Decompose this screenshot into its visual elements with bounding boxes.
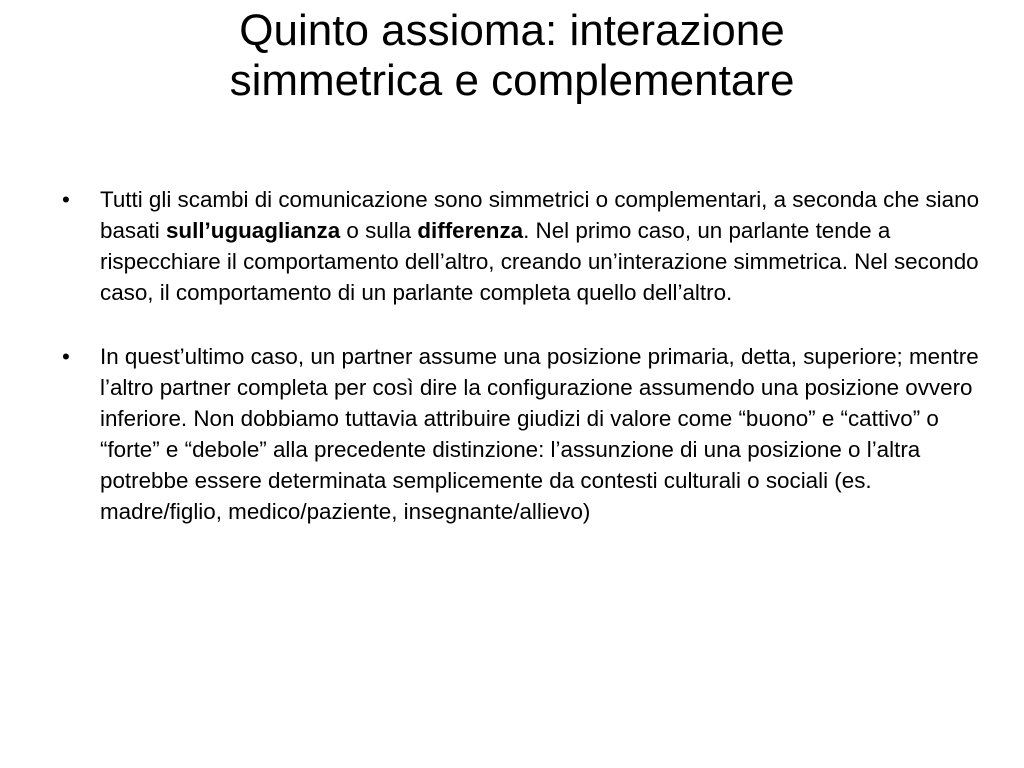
bullet-text-2: In quest’ultimo caso, un partner assume una posizione primaria, detta, superiore; mentre l’altro partner completa per così dire la configurazione assumendo una posizione ovvero inferiore. Non dobbiamo tuttavia attribuire giudizi di valore come “buono” e “cattivo” o “forte” e “debole” alla precedente distinzione: l’assunzione di una posizione o l’altra potrebbe essere determinata semplicemente da contesti culturali o sociali (es. madre/figlio, medico/paziente, insegnante/allievo) xyxy=(100,344,979,524)
slide-title xyxy=(60,6,964,106)
slide-title-line-1: Quinto assioma: interazione xyxy=(239,6,785,55)
bullet-1-text-part-1: Tutti gli scambi di comunicazione sono simmetrici o complementari, a seconda che siano basati xyxy=(100,187,980,243)
bullet-item-1 xyxy=(60,184,980,308)
bullet-text-1 xyxy=(100,187,979,305)
bullet-1-text-part-3: . Nel primo caso, un parlante tende a rispecchiare il comportamento dell’altro, creando un’interazione simmetrica. Nel secondo caso, il comportamento di un parlante completa quello dell’altro. xyxy=(100,218,979,305)
bullet-list xyxy=(60,184,980,527)
bullet-1-bold-difference: differenza xyxy=(417,218,524,243)
bullet-1-bold-equality: sull’uguaglianza xyxy=(165,218,341,243)
bullet-marker: • xyxy=(62,344,70,369)
slide-title-line-2: simmetrica e complementare xyxy=(229,56,795,105)
bullet-1-text-part-2: o sulla xyxy=(340,218,418,243)
bullet-item-2 xyxy=(60,341,980,527)
bullet-marker: • xyxy=(62,187,70,212)
